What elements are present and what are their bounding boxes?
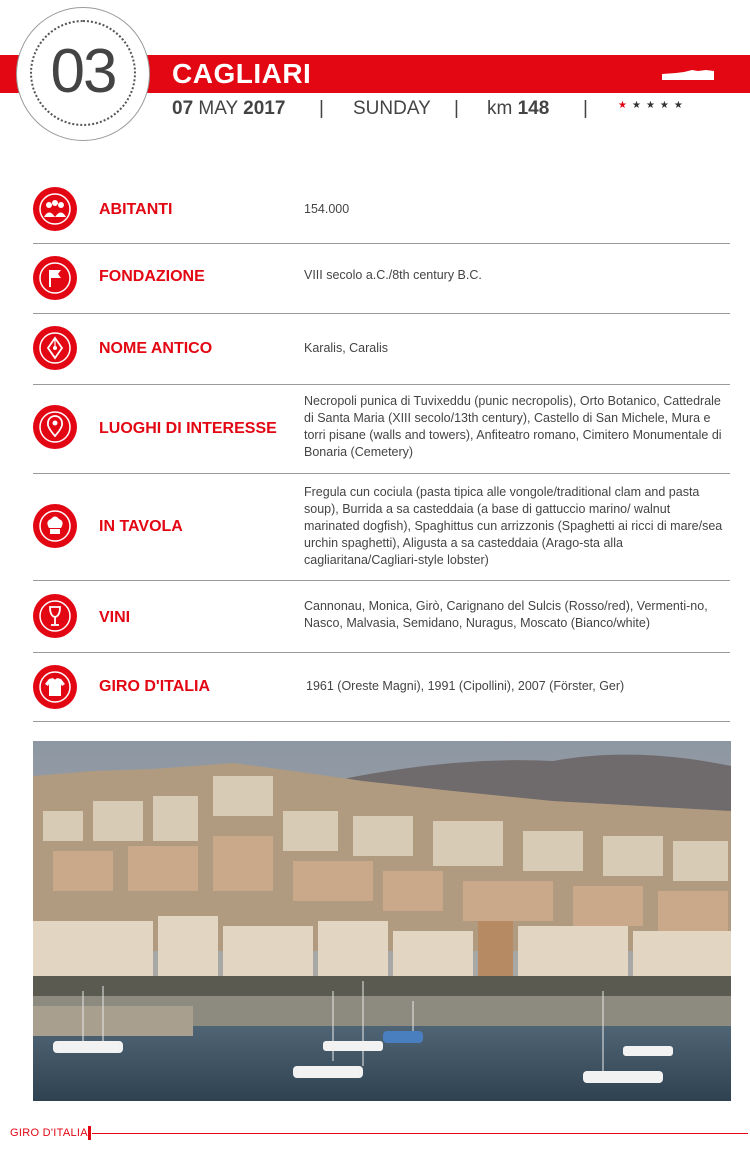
chef-hat-icon bbox=[33, 504, 77, 548]
row-label: GIRO D'ITALIA bbox=[99, 678, 211, 695]
difficulty-star: ★ bbox=[673, 100, 688, 111]
stage-weekday: SUNDAY bbox=[353, 98, 431, 119]
row-value: VIII secolo a.C./8th century B.C. bbox=[304, 268, 482, 282]
row-label: FONDAZIONE bbox=[99, 268, 205, 285]
info-row-fondazione bbox=[33, 243, 730, 314]
city-title: CAGLIARI bbox=[172, 58, 312, 89]
info-row-in-tavola bbox=[33, 473, 730, 581]
distance-value: 148 bbox=[517, 98, 550, 119]
date-month: MAY bbox=[198, 98, 238, 119]
difficulty-star: ★ bbox=[631, 100, 646, 111]
map-pin-icon bbox=[33, 405, 77, 449]
stage-distance bbox=[487, 96, 549, 122]
city-photo bbox=[33, 741, 731, 1101]
row-label: NOME ANTICO bbox=[99, 340, 213, 357]
people-icon bbox=[33, 187, 77, 231]
date-year: 2017 bbox=[243, 98, 286, 119]
date-day: 07 bbox=[172, 98, 194, 119]
footer-divider bbox=[88, 1126, 91, 1140]
meta-separator: | bbox=[583, 98, 588, 119]
difficulty-stars bbox=[618, 100, 688, 111]
row-value: Karalis, Caralis bbox=[304, 341, 389, 355]
row-label: IN TAVOLA bbox=[99, 518, 183, 535]
info-row-luoghi bbox=[33, 384, 730, 474]
stage-header bbox=[0, 0, 750, 150]
pen-nib-icon bbox=[33, 326, 77, 370]
row-value: Cannonau, Monica, Girò, Carignano del Sulcis (Rosso/red), Vermenti-no, Nasco, Malvasia, Semidano, Nuragus, Moscato (Bianco/white) bbox=[304, 599, 708, 630]
meta-separator: | bbox=[319, 98, 324, 119]
stage-date bbox=[172, 96, 285, 122]
info-row-vini bbox=[33, 580, 730, 653]
row-label: ABITANTI bbox=[99, 201, 173, 218]
wine-glass-icon bbox=[33, 594, 77, 638]
info-row-giro bbox=[33, 652, 730, 722]
row-value: Necropoli punica di Tuvixeddu (punic necropolis), Orto Botanico, Cattedrale di Santa Maria (XIII secolo/13th century), Castello di San Michele, Mura e torri pisane (walls and towers), Anfiteatro romano, Cimitero Monumentale di Bonaria (Cemetery) bbox=[304, 394, 722, 459]
footer-text: GIRO D'ITALIA bbox=[10, 1127, 88, 1139]
page-footer bbox=[0, 1122, 750, 1146]
difficulty-star: ★ bbox=[618, 100, 632, 111]
stage-number: 03 bbox=[50, 37, 116, 106]
difficulty-star: ★ bbox=[659, 100, 674, 111]
row-value: Fregula cun cociula (pasta tipica alle vongole/traditional clam and pasta soup), Burrida a sa casteddaia (a base di gattuccio marino/ walnut marinated dogfish), Spaghittus cun arrizzonis (Spaghetti ai ricci di mare/sea urchin spaghetti), Aligusta a sa casteddaia (Arago-sta alla cagliaritana/Cagliari-style lobster) bbox=[304, 485, 723, 567]
info-row-nome-antico bbox=[33, 313, 730, 385]
row-label: LUOGHI DI INTERESSE bbox=[99, 420, 277, 437]
row-value: 154.000 bbox=[304, 202, 350, 216]
flag-icon bbox=[33, 256, 77, 300]
row-value: 1961 (Oreste Magni), 1991 (Cipollini), 2007 (Förster, Ger) bbox=[306, 679, 625, 693]
row-label: VINI bbox=[99, 609, 131, 626]
info-row-abitanti bbox=[33, 185, 730, 244]
stage-profile-icon bbox=[662, 68, 714, 80]
footer-rule bbox=[92, 1133, 748, 1134]
distance-unit: km bbox=[487, 98, 513, 119]
meta-separator: | bbox=[454, 98, 459, 119]
difficulty-star: ★ bbox=[645, 100, 660, 111]
jersey-icon bbox=[33, 665, 77, 709]
